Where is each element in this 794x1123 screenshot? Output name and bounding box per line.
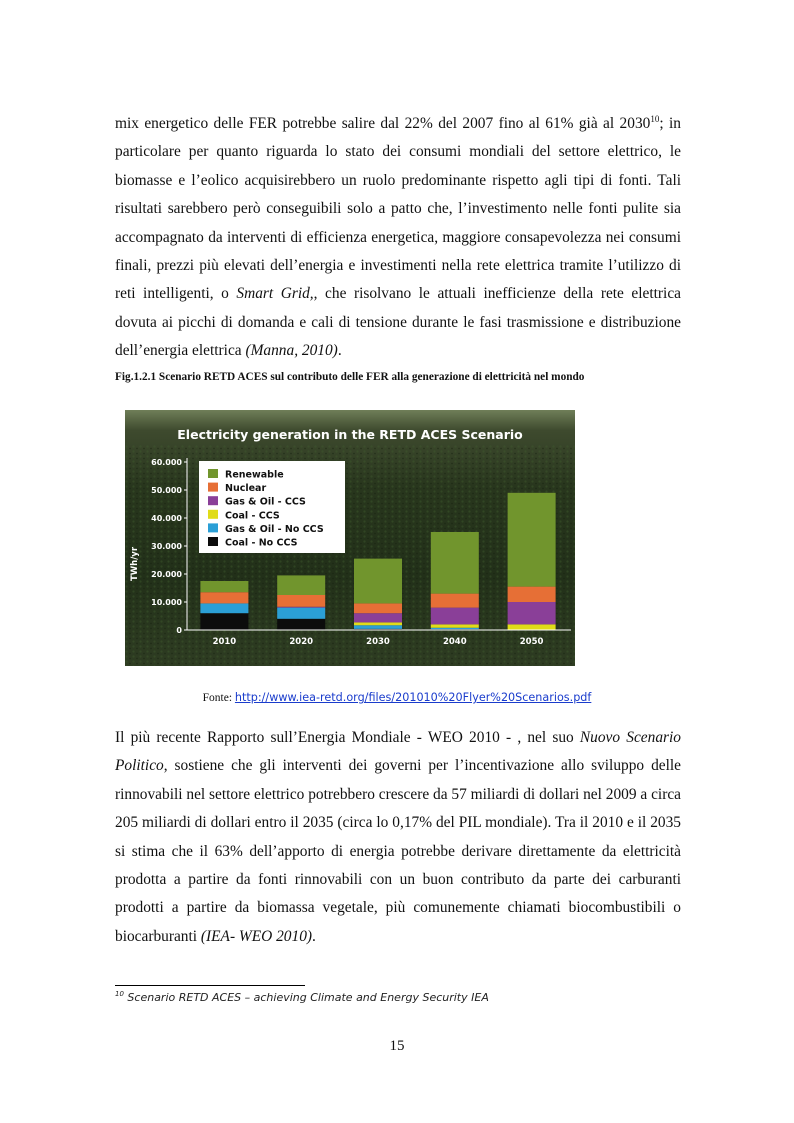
bar-segment [431, 594, 479, 608]
figure-chart [125, 410, 575, 666]
legend-label: Gas & Oil - CCS [225, 496, 306, 508]
bar-segment [354, 559, 402, 604]
figure-caption: Fig.1.2.1 Scenario RETD ACES sul contributo delle FER alla generazione di elettricità nel mondo [115, 371, 585, 383]
y-tick-label: 50.000 [151, 486, 182, 495]
footnote [115, 991, 489, 1004]
figure-source [0, 691, 794, 704]
bar-segment [277, 595, 325, 607]
legend-label: Renewable [225, 469, 284, 481]
bar-segment [200, 581, 248, 592]
bar-segment [431, 624, 479, 627]
paragraph-text: . [337, 342, 342, 360]
body-paragraph-1 [115, 110, 681, 366]
bar-segment [354, 622, 402, 625]
y-tick-label: 10.000 [151, 598, 182, 607]
y-axis-label: TWh/yr [130, 546, 140, 582]
bar-segment [277, 575, 325, 595]
legend-swatch [208, 496, 218, 505]
footnote-divider [115, 985, 305, 986]
footnote-reference: 10 [650, 114, 660, 124]
y-tick-label: 0 [176, 626, 182, 635]
bar-segment [200, 613, 248, 630]
paragraph-text: , sostiene che gli interventi dei governi per l’incentivazione allo sviluppo delle rinnovabili nel settore elettrico potrebbero crescere da 57 miliardi di dollari nel 2009 a circa 205 miliardi di dollari entro il 2035 (circa lo 0,17% del PIL mondiale). Tra il 2010 e il 2035 si stima che il 63% dell’apporto di energia potrebbe derivare direttamente da elettricità prodotta a partire da fonti rinnovabili con un buon contributo da parte dei carburanti prodotti a partire da biomassa vegetale, più comunemente chiamati biocombustibili o biocarburanti [115, 757, 681, 945]
italic-term: Smart Grid, [236, 285, 314, 303]
bar-segment [508, 587, 556, 602]
x-tick-label: 2050 [519, 637, 544, 647]
chart-background-texture [125, 445, 575, 666]
legend-swatch [208, 523, 218, 532]
bar-segment [277, 608, 325, 619]
paragraph-text: mix energetico delle FER potrebbe salire dal 22% del 2007 fino al 61% già al 2030 [115, 115, 651, 132]
legend-swatch [208, 510, 218, 519]
legend-label: Coal - CCS [225, 510, 280, 522]
bar-segment [431, 608, 479, 625]
bar-segment [508, 624, 556, 630]
legend-label: Coal - No CCS [225, 537, 298, 549]
legend-swatch [208, 483, 218, 492]
paragraph-text: ; in particolare per quanto riguarda lo stato dei consumi mondiali del settore elettrico, le biomasse e l’eolico acquisirebbero un ruolo predominante rispetto agli tipi di fonti. Tali risultati sarebbero però conseguibili solo a patto che, l’investimento nelle fonti pulite sia accompagnato da interventi di efficienza energetica, maggiore consapevolezza nei consumi finali, prezzi più elevati dell’energia e investimenti nella rete elettrica tramite l’utilizzo di reti intelligenti, o [115, 115, 681, 303]
y-tick-label: 30.000 [151, 542, 182, 551]
legend-swatch [208, 537, 218, 546]
body-paragraph-2 [115, 724, 681, 951]
legend-label: Gas & Oil - No CCS [225, 523, 324, 535]
legend-swatch [208, 469, 218, 478]
bar-segment [508, 602, 556, 624]
y-tick-label: 40.000 [151, 514, 182, 523]
italic-term: Nuovo Scenario Politico [115, 729, 681, 775]
page-number: 15 [389, 1038, 405, 1054]
chart-svg [125, 410, 575, 666]
chart-title: Electricity generation in the RETD ACES Scenario [177, 427, 523, 442]
bar-segment [431, 628, 479, 629]
citation: (Manna, 2010) [245, 342, 338, 360]
paragraph-text: . [312, 927, 316, 945]
paragraph-text: Il più recente Rapporto sull’Energia Mondiale - WEO 2010 - , nel suo [115, 729, 580, 746]
footnote-number: 10 [115, 990, 124, 998]
bar-segment [431, 532, 479, 594]
x-tick-label: 2040 [442, 637, 467, 647]
bar-segment [277, 607, 325, 608]
paragraph-text: , che risolvano le attuali inefficienze della rete elettrica dovuta ai picchi di domanda e cali di tensione durante le fasi trasmissione e distribuzione dell’energia elettrica [115, 285, 681, 360]
bar-segment [354, 603, 402, 613]
x-tick-label: 2010 [212, 637, 237, 647]
bar-segment [354, 613, 402, 622]
y-tick-label: 20.000 [151, 570, 182, 579]
y-tick-label: 60.000 [151, 458, 182, 467]
x-tick-label: 2030 [366, 637, 390, 647]
bar-segment [508, 493, 556, 587]
legend-label: Nuclear [225, 483, 267, 495]
bar-segment [354, 625, 402, 629]
source-label: Fonte: [202, 692, 235, 704]
bar-segment [200, 603, 248, 613]
footnote-text: Scenario RETD ACES – achieving Climate and Energy Security IEA [123, 991, 489, 1004]
x-tick-label: 2020 [289, 637, 314, 647]
source-link[interactable]: http://www.iea-retd.org/files/201010%20Flyer%20Scenarios.pdf [234, 691, 592, 704]
citation: (IEA- WEO 2010) [200, 927, 313, 945]
bar-segment [277, 619, 325, 630]
bar-segment [200, 592, 248, 603]
